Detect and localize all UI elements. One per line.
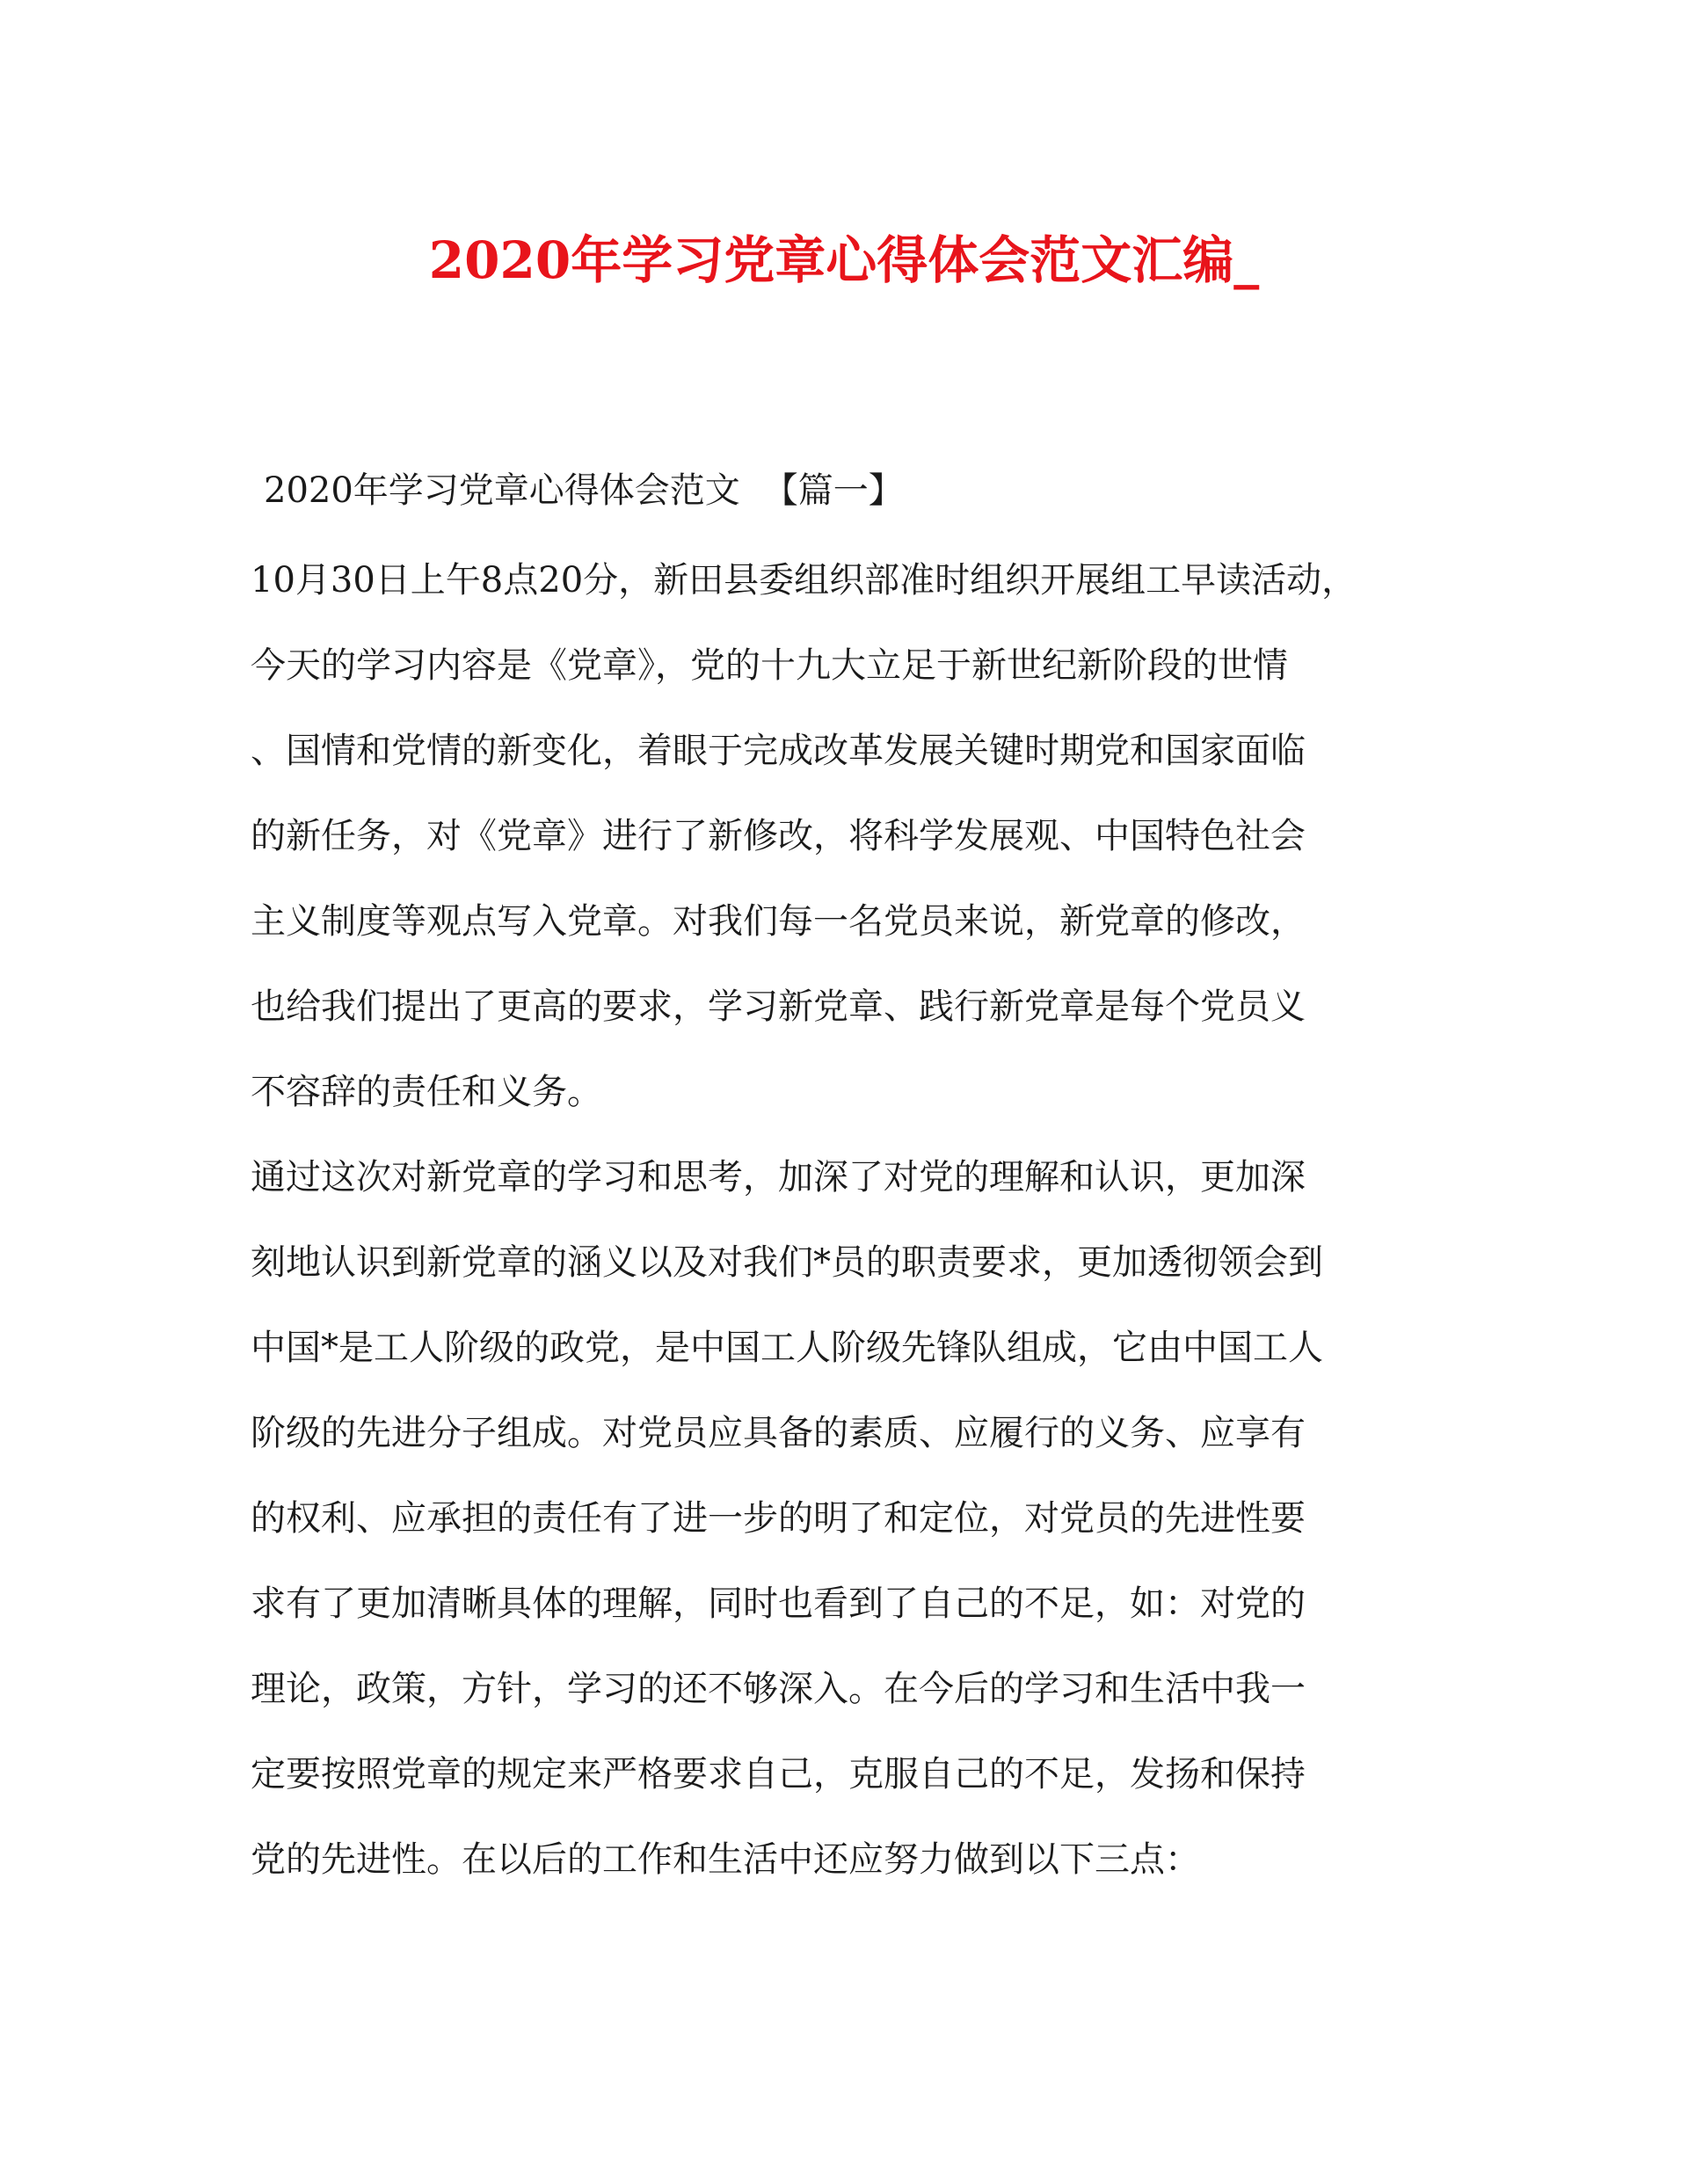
section-tag: 【篇一】 [762,470,904,511]
paragraph-line: 求有了更加清晰具体的理解，同时也看到了自己的不足，如：对党的 [251,1583,1306,1624]
paragraph-2 [251,1135,1446,1903]
document-title: 2020年学习党章心得体会范文汇编_ [428,230,1260,290]
paragraph-line: 通过这次对新党章的学习和思考，加深了对党的理解和认识，更加深 [251,1157,1306,1198]
paragraph-line: 的新任务，对《党章》进行了新修改，将科学发展观、中国特色社会 [251,816,1306,856]
paragraph-line: 理论，政策，方针，学习的还不够深入。在今后的学习和生活中我一 [251,1669,1306,1709]
paragraph-line: 的权利、应承担的责任有了进一步的明了和定位，对党员的先进性要 [251,1498,1306,1539]
paragraph-line: 党的先进性。在以后的工作和生活中还应努力做到以下三点： [251,1839,1200,1880]
paragraph-line: 刻地认识到新党章的涵义以及对我们*员的职责要求，更加透彻领会到 [251,1242,1323,1283]
paragraph-line: 阶级的先进分子组成。对党员应具备的素质、应履行的义务、应享有 [251,1413,1306,1453]
paragraph-line: 不容辞的责任和义务。 [251,1072,602,1112]
paragraph-line: 今天的学习内容是《党章》，党的十九大立足于新世纪新阶段的世情 [251,645,1288,686]
paragraph-line: 、国情和党情的新变化，着眼于完成改革发展关键时期党和国家面临 [251,731,1306,771]
paragraph-line: 中国*是工人阶级的政党，是中国工人阶级先锋队组成，它由中国工人 [251,1328,1323,1368]
section-heading [264,464,904,517]
paragraph-1 [251,538,1446,1135]
paragraph-line: 主义制度等观点写入党章。对我们每一名党员来说，新党章的修改， [251,901,1306,942]
paragraph-line: 定要按照党章的规定来严格要求自己，克服自己的不足，发扬和保持 [251,1754,1306,1795]
paragraph-line: 10月30日上午8点20分，新田县委组织部准时组织开展组工早读活动， [251,560,1357,601]
section-heading-text: 2020年学习党章心得体会范文 [264,470,740,511]
paragraph-line: 也给我们提出了更高的要求，学习新党章、践行新党章是每个党员义 [251,986,1306,1027]
